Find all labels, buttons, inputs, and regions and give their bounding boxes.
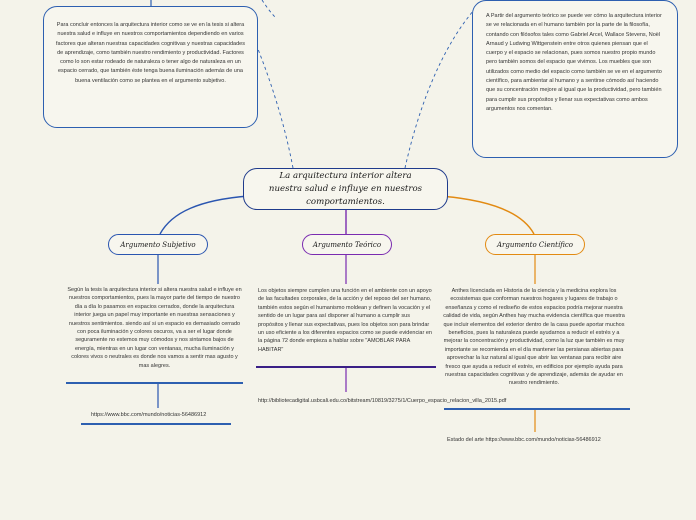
subjetivo-link-underline — [81, 423, 231, 425]
topic-label: Argumento Subjetivo — [120, 240, 196, 249]
topic-argumento-teorico[interactable] — [302, 234, 392, 255]
topic-label: Argumento Teórico — [312, 240, 382, 249]
topic-argumento-subjetivo[interactable] — [108, 234, 208, 255]
conclusion-text: Para concluir entonces la arquitectura interior como se ve en la tesis si altera nuestra salud e influye en nuestros comportamientos dependiendo en varios factores que alteran nuestras capacidades cognitivas y nuestras capacidades de aprendizaje, como también nuestro rendimiento y productividad. Factores como lo son estar rodeado de naturaleza o tener algo de naturaleza en un espacio cerrado, que también éste tenga buena iluminación además de una buena ventilación como se plantea en el argumento subjetivo. — [56, 22, 245, 84]
topic-argumento-cientifico[interactable] — [485, 234, 585, 255]
topic-label: Argumento Científico — [496, 240, 574, 249]
dashed-connector-top — [262, 0, 276, 18]
central-topic[interactable] — [243, 168, 448, 210]
subjetivo-link[interactable]: https://www.bbc.com/mundo/noticias-56486912 — [91, 412, 207, 418]
teorico-text: Los objetos siempre cumplen una función en el ambiente con un apoyo de las facultades corporales, de la acción y del reposo del ser humano, también estos según el humanismo moldean y definen la vocación y el sentido de un lugar para así disponer al humano a cumplir sus propósitos y llenar sus expectativas, pues los objetos son para brindar un uso eficiente a los diferentes espacios como se puede evidenciar en la página 72 donde empieza a hablar sobre "AMOBLAR PARA HABITAR" — [258, 288, 432, 353]
branch-subjetivo — [160, 196, 248, 234]
cientifico-divider — [444, 408, 630, 410]
theory-summary-text: A Partir del argumento teórico se puede ver cómo la arquitectura interior se ve relacionada en el humano también por la parte de la filosofía, contando con filósofos tales como Gabriel Arcel, Wallace Stevens, Noël Arnaud y Ludwing Wittgenstein entre otros quienes piensan que el cuerpo y el espacio se relacionan, pues somos nuestro propio mundo pero también somos del espacio que vivimos. Los muebles que son utilizados como medio del espacio como también se ve en el argumento científico, para ambientar al humano y a sentirse cómodo así haciendo que su concentración mejore al igual que la productividad, pero también para cumplir sus propósitos y llenar sus expectativas como ambos argumentos nos comentan. — [486, 13, 662, 112]
subjetivo-divider — [66, 382, 243, 384]
theory-summary-box — [472, 0, 678, 158]
conclusion-box — [43, 6, 258, 128]
cientifico-text: Anthes licenciada en Historia de la ciencia y la medicina explora los ecosistemas que conforman nuestros hogares y lugares de trabajo o enseñanza y como el rediseño de estos espacios podría mejorar nuestra calidad de vida, según Anthes hay mucha evidencia científica que muestra que incluir elementos del exterior dentro de la casa puede aportar muchos beneficios, pues la naturaleza puede ayudarnos a reducir el estrés y a mejorar la concentración y productividad, como la luz que también es muy importante se recomienda en el día mantener las persianas abiertas para aprovechar la luz natural al igual que abrir las ventanas para recibir aire fresco que ayuda a reducir el estrés, en edificios por ejemplo ayuda para nuestras capacidades cognitivas y de aprendizaje, además de ayudar en nuestro rendimiento. — [443, 288, 625, 387]
subjetivo-text: Según la tesis la arquitectura interior si altera nuestra salud e influye en nuestros comportamientos, pues la mayor parte del tiempo de nuestro día a día lo pasamos en espacios cerrados, donde la arquitectura interior juega un papel muy importante en nuestras sensaciones y nuestros sentimientos. siendo así si un espacio es demasiado cerrado con poca iluminación y colores oscuros, va a ser el lugar donde seguramente no estemos muy cómodos y nos sintamos bajos de energía, mientras en un lugar con ventanas, mucha iluminación y colores vivos o neutrales es donde nos vamos a sentir mas agusto y mas alegres. — [67, 287, 242, 369]
dashed-connector-right — [405, 10, 474, 168]
branch-cientifico — [440, 196, 534, 234]
central-topic-label: La arquitectura interior altera nuestra salud e influye en nuestros comportamientos. — [268, 170, 423, 207]
teorico-link[interactable]: http://bibliotecadigital.usbcali.edu.co/bitstream/10819/3275/1/Cuerpo_espacio_relacion_villa_2015.pdf — [258, 398, 507, 404]
cientifico-link[interactable]: Estado del arte https://www.bbc.com/mundo/noticias-56486912 — [447, 437, 601, 443]
teorico-divider — [256, 366, 436, 368]
